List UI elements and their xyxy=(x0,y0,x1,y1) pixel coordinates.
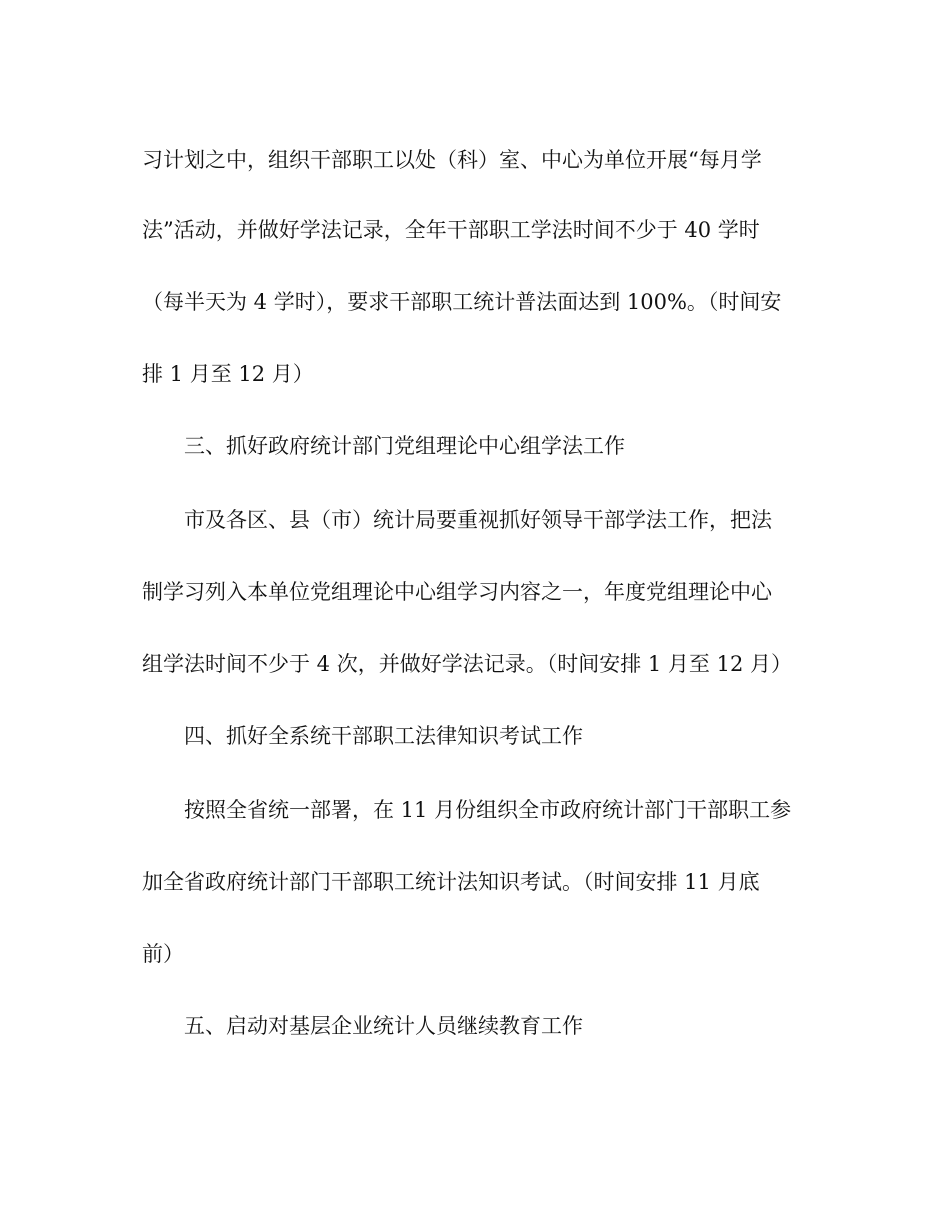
text-line-6: 市及各区、县（市）统计局要重视抓好领导干部学法工作，把法 xyxy=(184,508,772,532)
text-line-4: 排 1 月至 12 月） xyxy=(142,362,314,386)
section-heading-3: 三、抓好政府统计部门党组理论中心组学法工作 xyxy=(184,434,625,458)
section-heading-5: 五、启动对基层企业统计人员继续教育工作 xyxy=(184,1014,583,1038)
text-line-7: 制学习列入本单位党组理论中心组学习内容之一，年度党组理论中心 xyxy=(142,580,772,604)
text-line-8: 组学法时间不少于 4 次，并做好学法记录。（时间安排 1 月至 12 月） xyxy=(142,652,792,676)
text-line-11: 加全省政府统计部门干部职工统计法知识考试。（时间安排 11 月底 xyxy=(142,870,760,894)
text-line-10: 按照全省统一部署，在 11 月份组织全市政府统计部门干部职工参 xyxy=(184,798,792,822)
text-line-3: （每半天为 4 学时），要求干部职工统计普法面达到 100%。（时间安 xyxy=(142,290,782,314)
text-line-12: 前） xyxy=(142,942,184,966)
text-line-1: 习计划之中，组织干部职工以处（科）室、中心为单位开展“每月学 xyxy=(142,148,762,172)
section-heading-4: 四、抓好全系统干部职工法律知识考试工作 xyxy=(184,724,583,748)
text-line-2: 法”活动，并做好学法记录，全年干部职工学法时间不少于 40 学时 xyxy=(142,218,760,242)
